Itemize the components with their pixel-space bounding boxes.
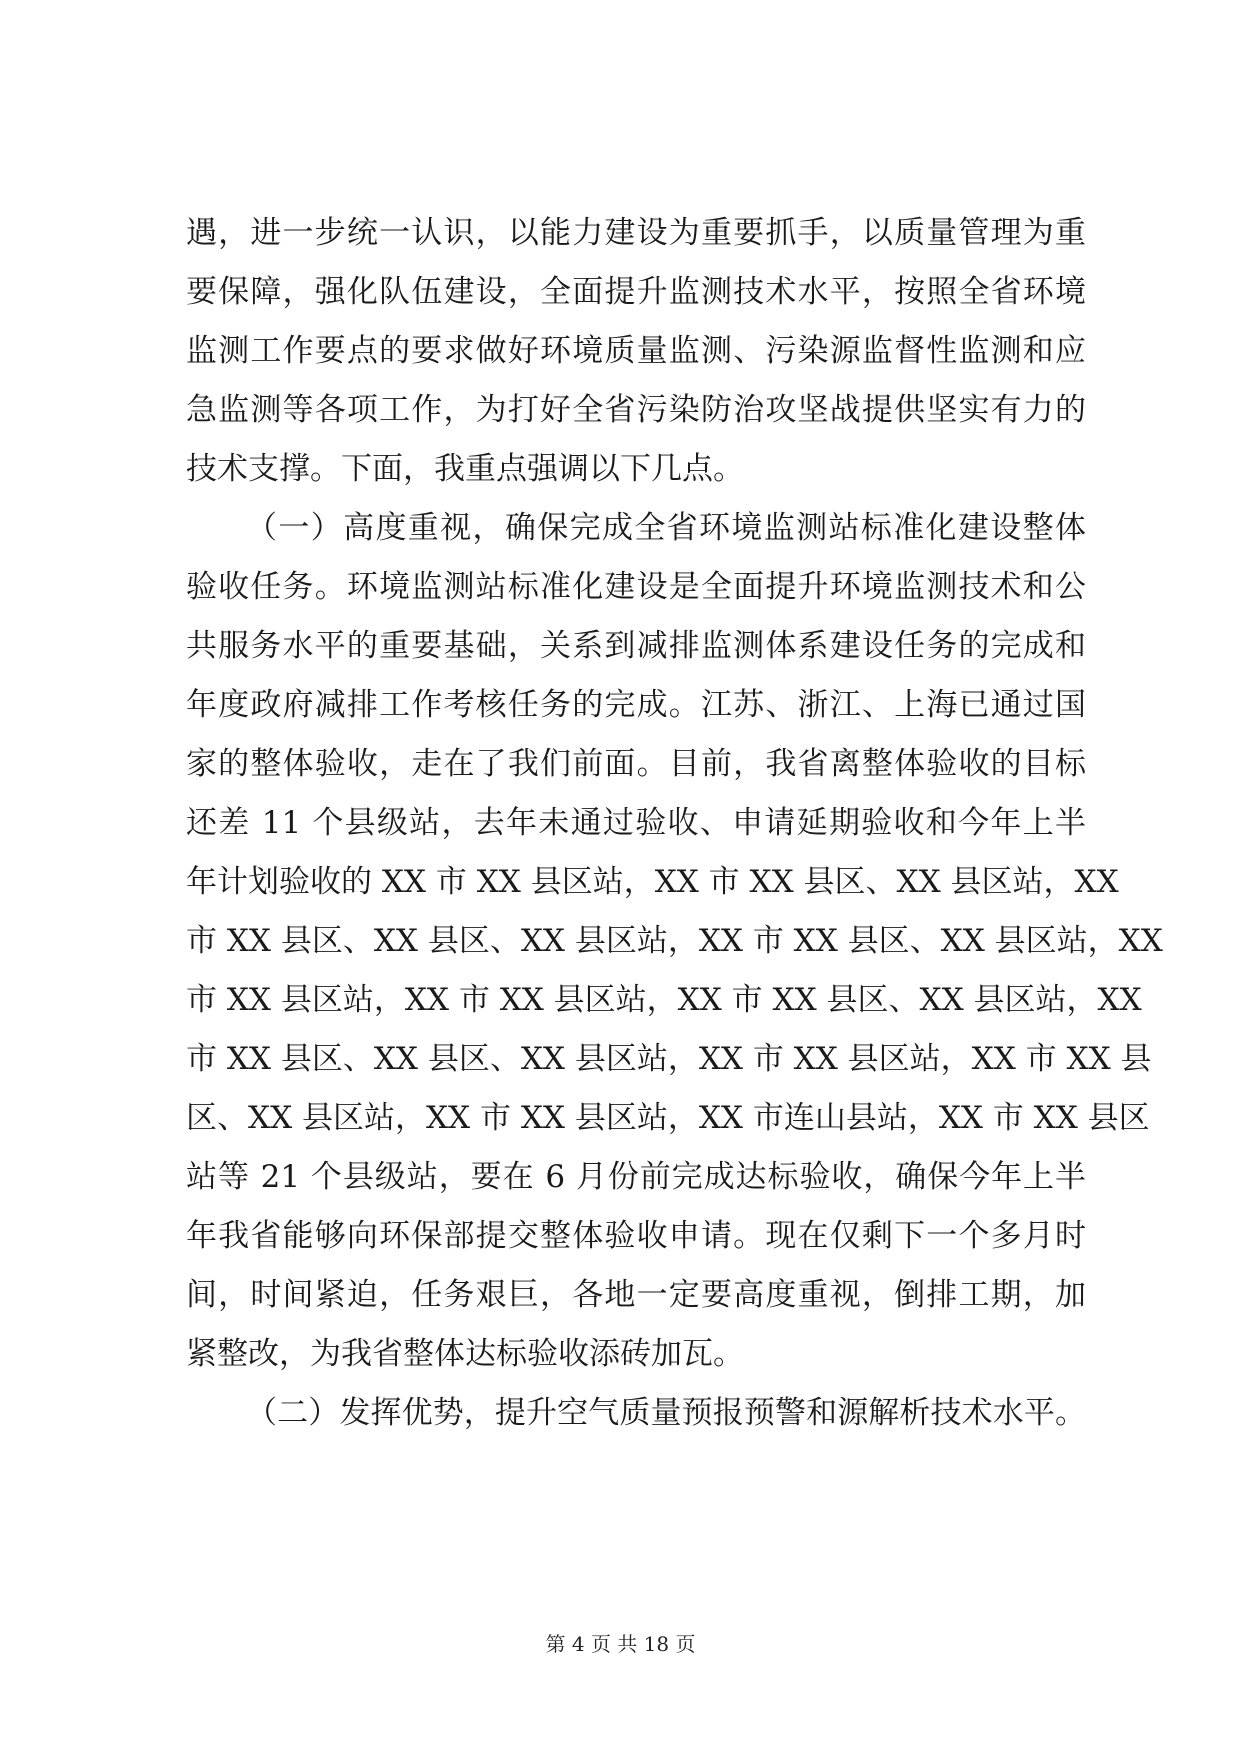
body-line: 年我省能够向环保部提交整体验收申请。现在仅剩下一个多月时 <box>186 1218 1086 1254</box>
section-heading-1: （一）高度重视，确保完成全省环境监测站标准化建设整体 <box>246 510 1086 546</box>
body-line: 市 XX 县区站，XX 市 XX 县区站，XX 市 XX 县区、XX 县区站，XX <box>186 982 1142 1018</box>
body-line: 验收任务。环境监测站标准化建设是全面提升环境监测技术和公 <box>186 569 1086 605</box>
page-footer: 第 4 页 共 18 页 <box>545 1632 696 1656</box>
section-heading-2: （二）发挥优势，提升空气质量预报预警和源解析技术水平。 <box>246 1395 1086 1431</box>
body-line: 共服务水平的重要基础，关系到减排监测体系建设任务的完成和 <box>186 628 1086 664</box>
body-line: 区、XX 县区站，XX 市 XX 县区站，XX 市连山县站，XX 市 XX 县区 <box>186 1100 1150 1136</box>
body-line: 市 XX 县区、XX 县区、XX 县区站，XX 市 XX 县区、XX 县区站，XX <box>186 923 1163 959</box>
body-line: 遇，进一步统一认识，以能力建设为重要抓手，以质量管理为重 <box>186 215 1086 251</box>
body-line: 紧整改，为我省整体达标验收添砖加瓦。 <box>186 1336 744 1372</box>
body-line: 要保障，强化队伍建设，全面提升监测技术水平，按照全省环境 <box>186 274 1086 310</box>
body-line: 技术支撑。下面，我重点强调以下几点。 <box>186 451 744 487</box>
body-line: 市 XX 县区、XX 县区、XX 县区站，XX 市 XX 县区站，XX 市 XX 县 <box>186 1041 1152 1077</box>
body-line: 还差 11 个县级站，去年未通过验收、申请延期验收和今年上半 <box>186 805 1086 841</box>
body-line: 家的整体验收，走在了我们前面。目前，我省离整体验收的目标 <box>186 746 1086 782</box>
body-line: 站等 21 个县级站，要在 6 月份前完成达标验收，确保今年上半 <box>186 1159 1086 1195</box>
body-line: 年度政府减排工作考核任务的完成。江苏、浙江、上海已通过国 <box>186 687 1086 723</box>
body-line: 监测工作要点的要求做好环境质量监测、污染源监督性监测和应 <box>186 333 1086 369</box>
body-line: 年计划验收的 XX 市 XX 县区站，XX 市 XX 县区、XX 县区站，XX <box>186 864 1119 900</box>
body-line: 间，时间紧迫，任务艰巨，各地一定要高度重视，倒排工期，加 <box>186 1277 1086 1313</box>
body-line: 急监测等各项工作，为打好全省污染防治攻坚战提供坚实有力的 <box>186 392 1086 428</box>
